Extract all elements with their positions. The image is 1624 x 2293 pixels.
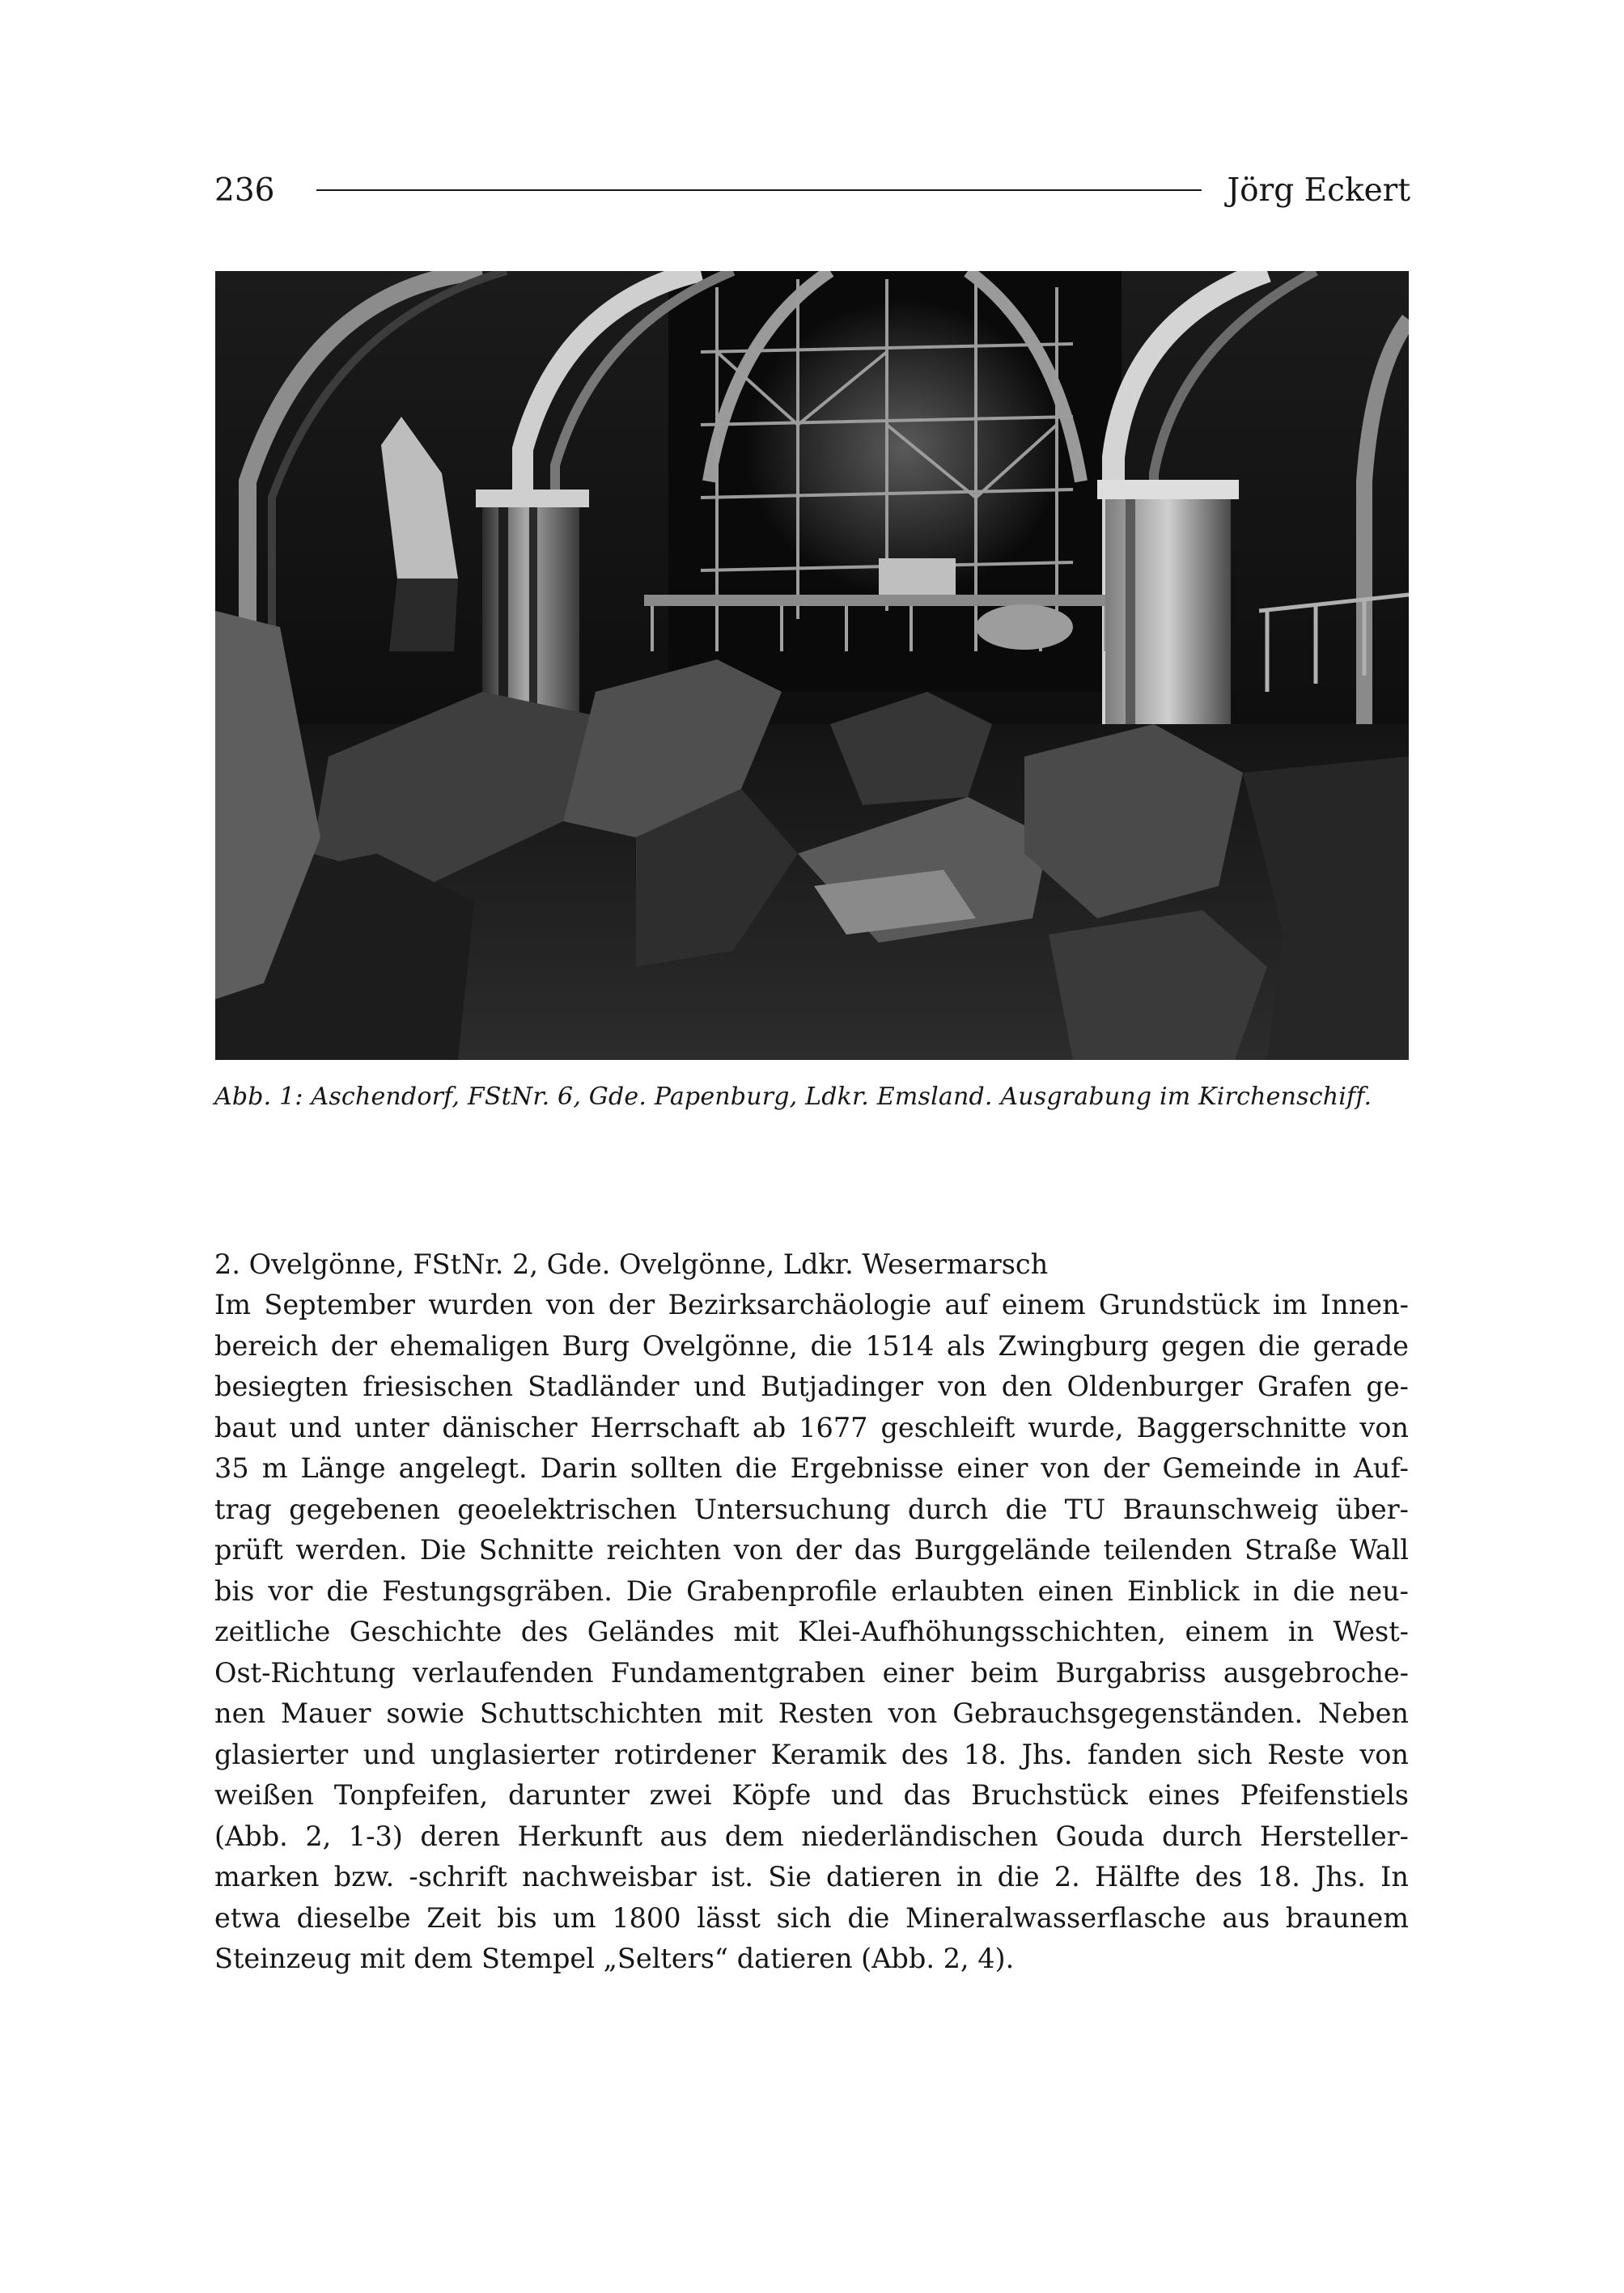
body-line: besiegten friesischen Stadländer und Butjadinger von den Oldenburger Grafen ge- <box>214 1371 1409 1402</box>
figure-caption: Abb. 1: Aschendorf, FStNr. 6, Gde. Papenburg, Ldkr. Emsland. Ausgrabung im Kirchenschiff. <box>214 1083 1372 1111</box>
header-rule <box>316 189 1201 191</box>
body-line: bis vor die Festungsgräben. Die Grabenprofile erlaubten einen Einblick in die neu- <box>214 1575 1409 1607</box>
body-line: 35 m Länge angelegt. Darin sollten die Ergebnisse einer von der Gemeinde in Auf- <box>214 1452 1409 1484</box>
excavation-photo <box>215 271 1409 1060</box>
body-text <box>214 1285 1409 1980</box>
running-head-author: Jörg Eckert <box>1227 172 1410 209</box>
body-line: etwa dieselbe Zeit bis um 1800 lässt sich die Mineralwasserflasche aus braunem <box>214 1901 1409 1934</box>
page-number: 236 <box>214 172 275 209</box>
body-line: (Abb. 2, 1-3) deren Herkunft aus dem niederländischen Gouda durch Hersteller- <box>214 1820 1409 1852</box>
body-line: Steinzeug mit dem Stempel „Selters“ datieren (Abb. 2, 4). <box>214 1943 1015 1974</box>
body-line: Ost-Richtung verlaufenden Fundamentgraben einer beim Burgabriss ausgebroche- <box>214 1656 1409 1689</box>
body-line: zeitliche Geschichte des Geländes mit Klei-Aufhöhungsschichten, einem in West- <box>214 1616 1409 1647</box>
body-line: trag gegebenen geoelektrischen Untersuchung durch die TU Braunschweig über- <box>214 1493 1409 1525</box>
body-line: marken bzw. -schrift nachweisbar ist. Sie datieren in die 2. Hälfte des 18. Jhs. In <box>214 1861 1409 1892</box>
church-nave-excavation-image <box>215 271 1409 1060</box>
body-line: glasierter und unglasierter rotirdener Keramik des 18. Jhs. fanden sich Reste von <box>214 1738 1409 1770</box>
body-line: bereich der ehemaligen Burg Ovelgönne, die 1514 als Zwingburg gegen die gerade <box>214 1329 1409 1362</box>
body-line: prüft werden. Die Schnitte reichten von der das Burggelände teilenden Straße Wall <box>214 1534 1409 1566</box>
running-head <box>214 166 1410 214</box>
body-line: Im September wurden von der Bezirksarchäologie auf einem Grundstück im Innen- <box>214 1289 1409 1320</box>
body-line: baut und unter dänischer Herrschaft ab 1677 geschleift wurde, Baggerschnitte von <box>214 1411 1409 1443</box>
body-line: weißen Tonpfeifen, darunter zwei Köpfe und das Bruchstück eines Pfeifenstiels <box>214 1779 1409 1811</box>
body-line: nen Mauer sowie Schuttschichten mit Resten von Gebrauchsgegenständen. Neben <box>214 1697 1409 1729</box>
section-heading: 2. Ovelgönne, FStNr. 2, Gde. Ovelgönne, Ldkr. Wesermarsch <box>214 1248 1049 1280</box>
